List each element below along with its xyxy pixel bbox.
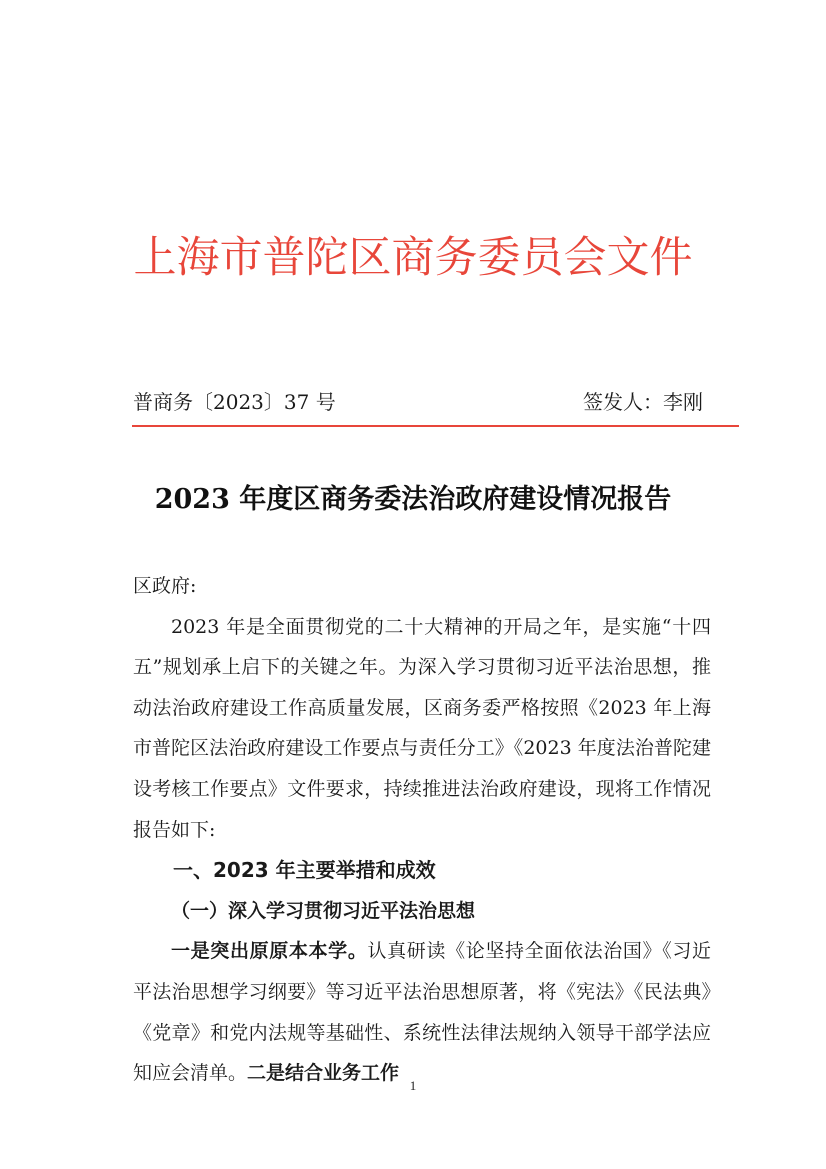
red-divider-line bbox=[132, 425, 739, 427]
intro-paragraph: 2023 年是全面贯彻党的二十大精神的开局之年，是实施“十四五”规划承上启下的关键之年。为深入学习贯彻习近平法治思想，推动法治政府建设工作高质量发展，区商务委严格按照《2023 年上海市普陀区法治政府建设工作要点与责任分工》《2023 年度法治普陀建设考核工作要点》文件要求，持续推进法治政府建设，现将工作情况报告如下: bbox=[133, 615, 711, 841]
point-1-lead: 一是突出原原本本学。 bbox=[171, 940, 368, 963]
document-signer: 签发人：李刚 bbox=[583, 390, 703, 414]
subsection-heading: （一）深入学习贯彻习近平法治思想 bbox=[171, 899, 476, 922]
document-number: 普商务〔2023〕37 号 bbox=[133, 390, 336, 414]
document-header-title: 上海市普陀区商务委员会文件 bbox=[133, 233, 693, 283]
page-number: 1 bbox=[409, 1078, 417, 1093]
salutation: 区政府: bbox=[133, 575, 197, 597]
point-2-lead: 二是结合业务工作 bbox=[247, 1062, 400, 1085]
report-title: 2023 年度区商务委法治政府建设情况报告 bbox=[154, 484, 672, 515]
report-body bbox=[133, 566, 711, 1094]
point-paragraph bbox=[133, 931, 711, 1093]
section-heading: 一、2023 年主要举措和成效 bbox=[173, 858, 436, 883]
point-1-text: 认真研读《论坚持全面依法治国》《习近平法治思想学习纲要》等习近平法治思想原著，将《宪法》《民法典》《党章》和党内法规等基础性、系统性法律法规纳入领导干部学法应知应会清单。 bbox=[133, 940, 711, 1085]
